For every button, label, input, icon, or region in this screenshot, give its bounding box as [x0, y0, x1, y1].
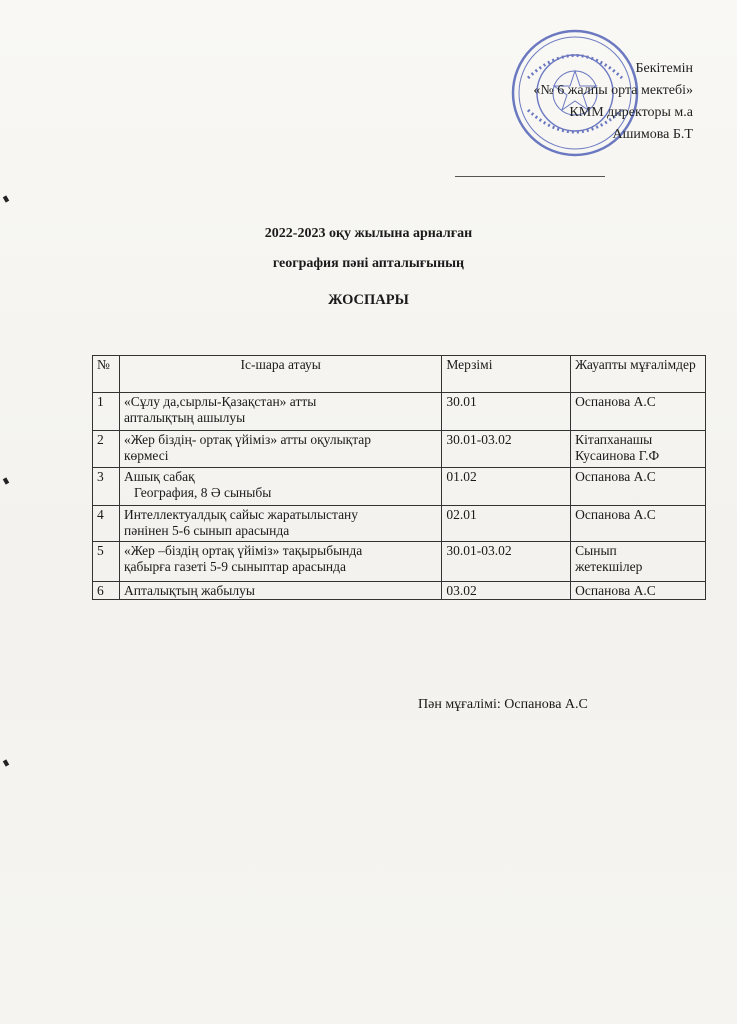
- row-date: 30.01-03.02: [442, 431, 571, 468]
- row-responsible: [571, 393, 706, 431]
- approval-heading: Бекітемін: [635, 61, 693, 76]
- scan-mark: [3, 759, 9, 766]
- event-line: пәнінен 5-6 сынып арасында: [123, 523, 290, 538]
- table-row: [93, 393, 706, 431]
- row-number: 4: [93, 506, 120, 542]
- row-event: [119, 506, 441, 542]
- director-name: Ашимова Б.Т: [612, 127, 693, 142]
- table-header-row: [93, 356, 706, 393]
- row-date: 30.01: [442, 393, 571, 431]
- header-event: Іс-шара атауы: [119, 356, 441, 393]
- row-event: [119, 582, 441, 600]
- row-number: 6: [93, 582, 120, 600]
- header-date: Мерзімі: [442, 356, 571, 393]
- event-line: «Жер –біздің ортақ үйіміз» тақырыбында: [123, 543, 363, 558]
- row-date: 02.01: [442, 506, 571, 542]
- row-event: [119, 542, 441, 582]
- school-name: «№ 6 жалпы орта мектебі»: [533, 83, 693, 98]
- director-title: КММ директоры м.а: [569, 105, 693, 120]
- teacher-signature-line: Пән мұғалімі: Оспанова А.С: [418, 697, 588, 712]
- event-line: көрмесі: [123, 448, 169, 463]
- header-responsible: Жауапты мұғалімдер: [571, 356, 706, 393]
- row-number: 2: [93, 431, 120, 468]
- responsible-line: Оспанова А.С: [575, 583, 656, 598]
- scan-mark: [3, 477, 9, 484]
- row-number: 1: [93, 393, 120, 431]
- scan-mark: [3, 195, 9, 202]
- row-date: 01.02: [442, 468, 571, 506]
- event-line: Апталықтың жабылуы: [123, 583, 255, 598]
- responsible-line: Кусаинова Г.Ф: [575, 448, 660, 463]
- signature-line: [455, 176, 605, 177]
- responsible-line: Оспанова А.С: [575, 507, 656, 522]
- title-subject: география пәні апталығының: [272, 256, 465, 271]
- header-number: №: [93, 356, 120, 393]
- row-number: 5: [93, 542, 120, 582]
- row-responsible: [571, 506, 706, 542]
- event-line: География, 8 Ә сыныбы: [133, 485, 272, 500]
- event-line: Интеллектуалдық сайыс жаратылыстану: [123, 507, 359, 522]
- responsible-line: Оспанова А.С: [575, 394, 656, 409]
- row-event: [119, 431, 441, 468]
- responsible-line: жетекшілер: [575, 559, 643, 574]
- title-year: 2022-2023 оқу жылына арналған: [264, 226, 473, 241]
- row-number: 3: [93, 468, 120, 506]
- row-responsible: [571, 542, 706, 582]
- event-line: «Сұлу да,сырлы-Қазақстан» атты: [123, 394, 317, 409]
- row-date: 03.02: [442, 582, 571, 600]
- row-responsible: [571, 468, 706, 506]
- plan-table: [92, 355, 706, 600]
- event-line: апталықтың ашылуы: [123, 410, 246, 425]
- responsible-line: Сынып: [575, 543, 617, 558]
- row-event: [119, 393, 441, 431]
- table-row: [93, 582, 706, 600]
- approval-block: [453, 58, 693, 146]
- row-responsible: [571, 582, 706, 600]
- title-plan: ЖОСПАРЫ: [328, 292, 409, 308]
- row-date: 30.01-03.02: [442, 542, 571, 582]
- event-line: қабырға газеті 5-9 сыныптар арасында: [123, 559, 347, 574]
- row-responsible: [571, 431, 706, 468]
- table-row: [93, 542, 706, 582]
- table-row: [93, 468, 706, 506]
- table-row: [93, 506, 706, 542]
- responsible-line: Оспанова А.С: [575, 469, 656, 484]
- responsible-line: Кітапханашы: [575, 432, 653, 447]
- event-line: «Жер біздің- ортақ үйіміз» атты оқулықтар: [123, 432, 371, 447]
- event-line: Ашық сабақ: [123, 469, 195, 484]
- row-event: [119, 468, 441, 506]
- table-row: [93, 431, 706, 468]
